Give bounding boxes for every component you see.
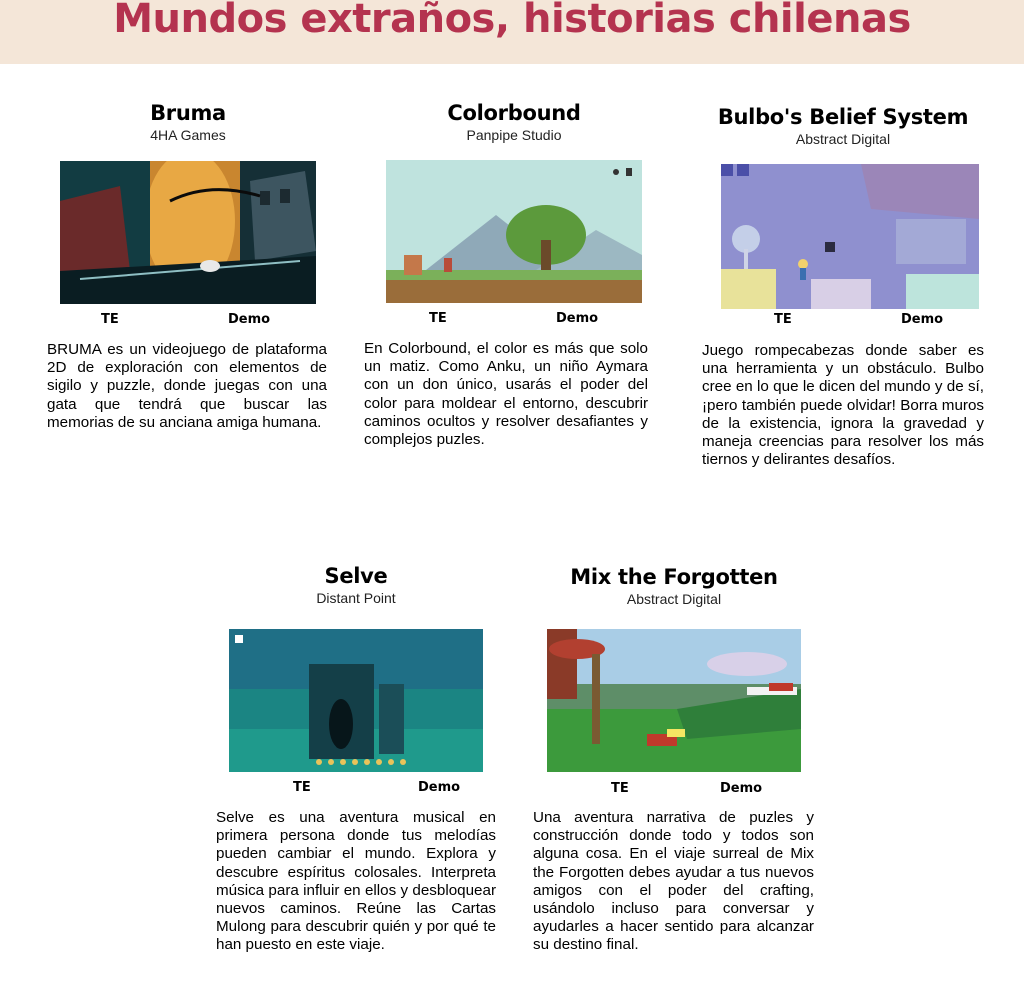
game-studio: Distant Point	[316, 590, 396, 606]
game-screenshot-bulbo	[721, 164, 979, 309]
te-link[interactable]: TE	[293, 780, 311, 795]
demo-link[interactable]: Demo	[720, 781, 763, 796]
game-studio: Abstract Digital	[626, 591, 722, 607]
game-title: Bulbo's Belief System	[717, 105, 969, 129]
demo-link[interactable]: Demo	[228, 312, 271, 327]
game-studio: Abstract Digital	[795, 131, 891, 147]
demo-link[interactable]: Demo	[418, 780, 461, 795]
game-title: Mix the Forgotten	[570, 565, 778, 589]
demo-link[interactable]: Demo	[556, 311, 599, 326]
game-description: BRUMA es un videojuego de plataforma 2D de exploración con elementos de sigilo y puzzle, donde juegas con una gata que tendrá que buscar las memorias de su anciana amiga humana.	[47, 341, 327, 431]
game-description: Juego rompecabezas donde saber es una herramienta y un obstáculo. Bulbo cree en lo que le dicen del mundo y de sí, ¡pero también puede olvidar! Borra muros de la existencia, ignora la gravedad y maneja creencias para resolver los más tiernos y delirantes desafíos.	[702, 342, 984, 469]
page-title: Mundos extraños, historias chilenas	[113, 0, 911, 42]
demo-link[interactable]: Demo	[901, 312, 944, 327]
game-title: Selve	[324, 564, 388, 588]
game-links	[721, 312, 979, 328]
game-studio: 4HA Games	[150, 127, 226, 143]
game-screenshot-selve	[229, 629, 483, 772]
game-links	[547, 781, 801, 797]
game-title: Bruma	[150, 101, 226, 125]
game-links	[60, 312, 316, 328]
game-links	[386, 311, 642, 327]
te-link[interactable]: TE	[101, 312, 119, 327]
game-description: Una aventura narrativa de puzles y construcción donde todo y todos son alguna cosa. En el viaje surreal de Mix the Forgotten debes ayudar a tus nuevos amigos con el poder del crafting, usándolo incluso para conversar y ayudarles a hacer sentido para alcanzar su destino final.	[533, 809, 814, 954]
header-banner	[0, 0, 1024, 64]
game-studio: Panpipe Studio	[466, 127, 562, 143]
game-screenshot-colorbound	[386, 160, 642, 303]
game-links	[229, 780, 483, 796]
game-screenshot-bruma	[60, 161, 316, 304]
te-link[interactable]: TE	[774, 312, 792, 327]
game-description: En Colorbound, el color es más que solo un matiz. Como Anku, un niño Aymara con un don único, usarás el poder del color para moldear el entorno, descubrir caminos ocultos y resolver desafiantes y complejos puzles.	[364, 340, 648, 449]
game-title: Colorbound	[447, 101, 581, 125]
te-link[interactable]: TE	[429, 311, 447, 326]
te-link[interactable]: TE	[611, 781, 629, 796]
game-description: Selve es una aventura musical en primera persona donde tus melodías pueden cambiar el mundo. Explora y descubre espíritus colosales. Interpreta música para influir en ellos y desbloquear nuevos caminos. Reúne las Cartas Mulong para descubrir quién y por qué te han puesto en este viaje.	[216, 809, 496, 954]
game-screenshot-mix	[547, 629, 801, 772]
